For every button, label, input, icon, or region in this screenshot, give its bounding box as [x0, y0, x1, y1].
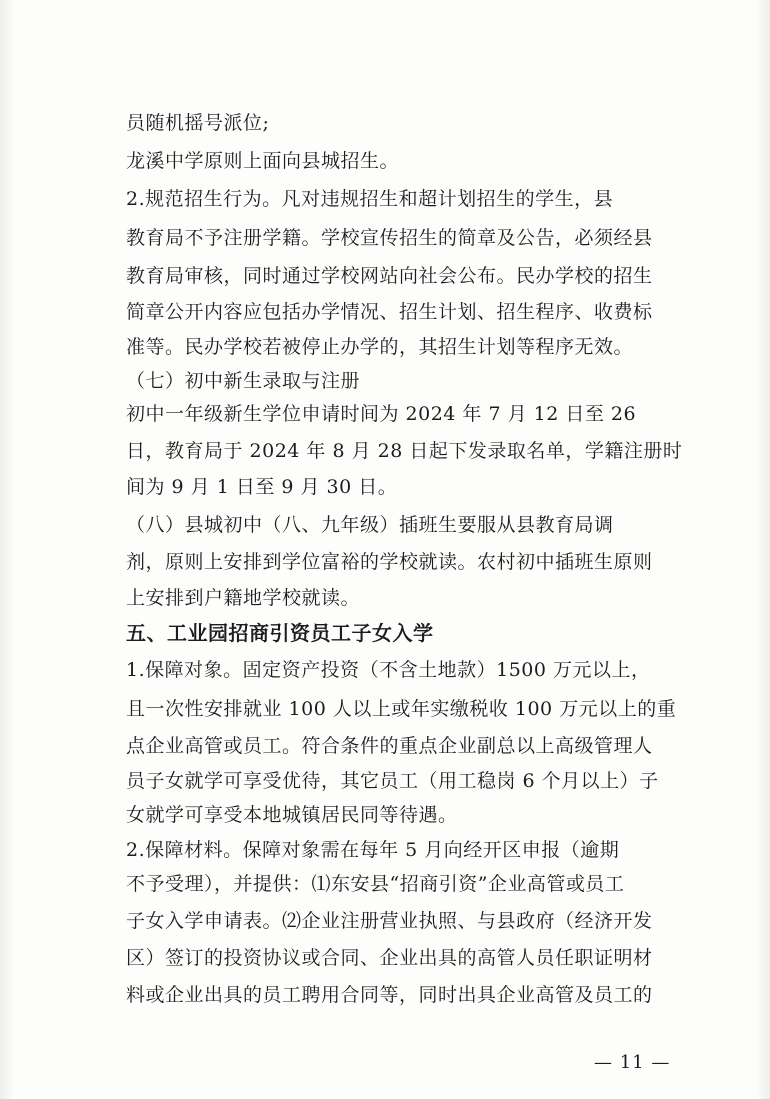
text-line: 子女入学申请表。⑵企业注册营业执照、与县政府（经济开发: [126, 910, 653, 932]
scan-edge-right: [756, 0, 770, 1099]
text-line: 准等。民办学校若被停止办学的，其招生计划等程序无效。: [126, 336, 634, 358]
text-line: 料或企业出具的员工聘用合同等，同时出具企业高管及员工的: [126, 984, 653, 1006]
text-line: 员子女就学可享受优待，其它员工（用工稳岗 6 个月以上）子: [126, 770, 659, 792]
section-heading-7: （七）初中新生录取与注册: [126, 370, 361, 392]
text-line: 剂，原则上安排到学位富裕的学校就读。农村初中插班生原则: [126, 551, 653, 573]
text-line: 区）签订的投资协议或合同、企业出具的高管人员任职证明材: [126, 947, 653, 969]
text-line: 2.保障材料。保障对象需在每年 5 月向经开区申报（逾期: [126, 839, 620, 861]
section-heading-8: （八）县城初中（八、九年级）插班生要服从县教育局调: [126, 514, 614, 536]
text-line: 员随机摇号派位;: [126, 112, 270, 134]
section-heading-5: 五、工业园招商引资员工子女入学: [126, 621, 434, 645]
text-line: 上安排到户籍地学校就读。: [126, 587, 361, 609]
text-line: 间为 9 月 1 日至 9 月 30 日。: [126, 476, 398, 498]
scan-edge-left: [0, 0, 14, 1099]
text-line: 女就学可享受本地城镇居民同等待遇。: [126, 804, 458, 826]
text-line: 龙溪中学原则上面向县城招生。: [126, 150, 400, 172]
text-line: 1.保障对象。固定资产投资（不含土地款）1500 万元以上，: [126, 659, 651, 681]
text-line: 教育局不予注册学籍。学校宣传招生的简章及公告，必须经县: [126, 227, 653, 249]
text-line: 简章公开内容应包括办学情况、招生计划、招生程序、收费标: [126, 301, 653, 323]
text-line: 点企业高管或员工。符合条件的重点企业副总以上高级管理人: [126, 735, 653, 757]
text-line: 初中一年级新生学位申请时间为 2024 年 7 月 12 日至 26: [126, 403, 637, 425]
text-line: 日，教育局于 2024 年 8 月 28 日起下发录取名单，学籍注册时: [126, 440, 683, 462]
text-line: 教育局审核，同时通过学校网站向社会公布。民办学校的招生: [126, 265, 653, 287]
text-line: 且一次性安排就业 100 人以上或年实缴税收 100 万元以上的重: [126, 698, 677, 720]
page-number: — 11 —: [594, 1052, 671, 1073]
text-line: 不予受理），并提供：⑴东安县“招商引资”企业高管或员工: [126, 873, 625, 895]
text-line: 2.规范招生行为。凡对违规招生和超计划招生的学生，县: [126, 188, 614, 210]
